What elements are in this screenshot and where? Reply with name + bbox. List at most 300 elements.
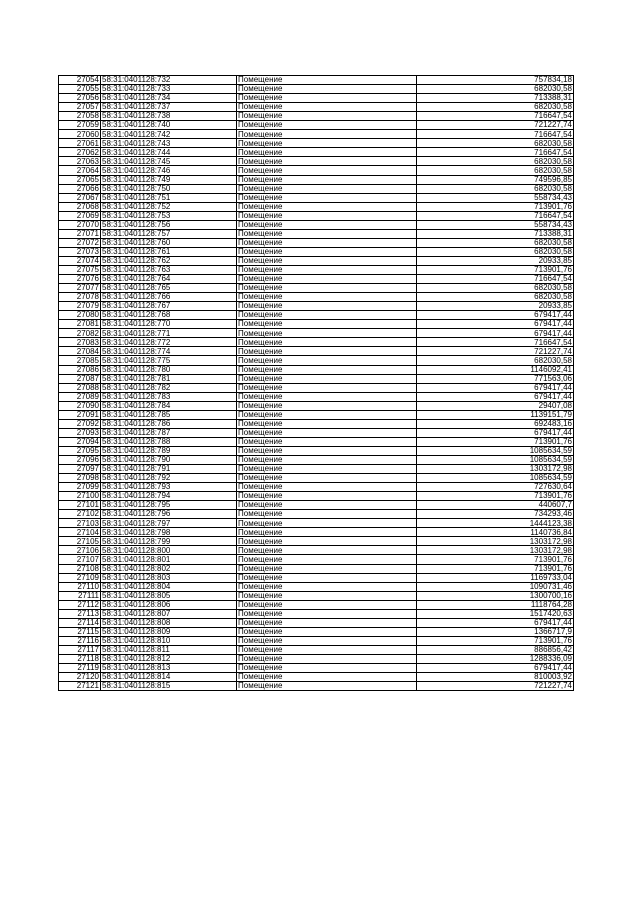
cadastral-value-cell: 1169733,04 [417, 573, 574, 582]
row-number-cell: 27096 [59, 455, 101, 464]
object-type-cell: Помещение [237, 338, 417, 347]
object-type-cell: Помещение [237, 184, 417, 193]
row-number-cell: 27072 [59, 238, 101, 247]
object-type-cell: Помещение [237, 401, 417, 410]
object-type-cell: Помещение [237, 311, 417, 320]
cadastral-number-cell: 58:31:0401128:812 [101, 655, 237, 664]
object-type-cell: Помещение [237, 673, 417, 682]
object-type-cell: Помещение [237, 555, 417, 564]
row-number-cell: 27070 [59, 220, 101, 229]
cadastral-number-cell: 58:31:0401128:761 [101, 247, 237, 256]
row-number-cell: 27095 [59, 446, 101, 455]
row-number-cell: 27103 [59, 519, 101, 528]
cadastral-value-cell: 682030,58 [417, 238, 574, 247]
row-number-cell: 27059 [59, 121, 101, 130]
table-row [59, 302, 574, 311]
row-number-cell: 27078 [59, 293, 101, 302]
object-type-cell: Помещение [237, 139, 417, 148]
cadastral-value-cell: 20933,85 [417, 256, 574, 265]
row-number-cell: 27087 [59, 374, 101, 383]
cadastral-value-cell: 679417,44 [417, 664, 574, 673]
cadastral-number-cell: 58:31:0401128:745 [101, 157, 237, 166]
object-type-cell: Помещение [237, 121, 417, 130]
cadastral-value-cell: 1085634,59 [417, 446, 574, 455]
cadastral-value-cell: 682030,58 [417, 139, 574, 148]
object-type-cell: Помещение [237, 202, 417, 211]
object-type-cell: Помещение [237, 94, 417, 103]
cadastral-number-cell: 58:31:0401128:766 [101, 293, 237, 302]
object-type-cell: Помещение [237, 492, 417, 501]
object-type-cell: Помещение [237, 664, 417, 673]
table-row [59, 238, 574, 247]
cadastral-value-cell: 713901,76 [417, 492, 574, 501]
row-number-cell: 27099 [59, 483, 101, 492]
cadastral-value-cell: 679417,44 [417, 329, 574, 338]
row-number-cell: 27115 [59, 627, 101, 636]
row-number-cell: 27118 [59, 655, 101, 664]
object-type-cell: Помещение [237, 501, 417, 510]
cadastral-value-cell: 1090731,46 [417, 582, 574, 591]
row-number-cell: 27083 [59, 338, 101, 347]
table-row [59, 130, 574, 139]
row-number-cell: 27098 [59, 474, 101, 483]
cadastral-number-cell: 58:31:0401128:796 [101, 510, 237, 519]
object-type-cell: Помещение [237, 600, 417, 609]
cadastral-value-cell: 713901,76 [417, 636, 574, 645]
cadastral-value-cell: 1303172,98 [417, 465, 574, 474]
table-row [59, 510, 574, 519]
object-type-cell: Помещение [237, 365, 417, 374]
table-row [59, 103, 574, 112]
cadastral-value-cell: 886856,42 [417, 645, 574, 654]
row-number-cell: 27064 [59, 166, 101, 175]
row-number-cell: 27081 [59, 320, 101, 329]
table-row [59, 609, 574, 618]
object-type-cell: Помещение [237, 383, 417, 392]
table-row [59, 618, 574, 627]
cadastral-value-cell: 810003,92 [417, 673, 574, 682]
row-number-cell: 27056 [59, 94, 101, 103]
cadastral-value-table [58, 75, 574, 691]
table-row [59, 582, 574, 591]
table-row [59, 645, 574, 654]
table-row [59, 401, 574, 410]
cadastral-value-cell: 757834,18 [417, 76, 574, 85]
row-number-cell: 27061 [59, 139, 101, 148]
row-number-cell: 27107 [59, 555, 101, 564]
cadastral-value-cell: 713388,31 [417, 229, 574, 238]
object-type-cell: Помещение [237, 85, 417, 94]
cadastral-value-cell: 440607,7 [417, 501, 574, 510]
cadastral-number-cell: 58:31:0401128:734 [101, 94, 237, 103]
cadastral-number-cell: 58:31:0401128:814 [101, 673, 237, 682]
cadastral-number-cell: 58:31:0401128:780 [101, 365, 237, 374]
object-type-cell: Помещение [237, 519, 417, 528]
table-body [59, 76, 574, 691]
table-row [59, 265, 574, 274]
cadastral-number-cell: 58:31:0401128:800 [101, 546, 237, 555]
cadastral-value-cell: 713388,31 [417, 94, 574, 103]
cadastral-value-cell: 679417,44 [417, 428, 574, 437]
object-type-cell: Помещение [237, 302, 417, 311]
object-type-cell: Помещение [237, 419, 417, 428]
row-number-cell: 27106 [59, 546, 101, 555]
table-row [59, 365, 574, 374]
row-number-cell: 27055 [59, 85, 101, 94]
row-number-cell: 27093 [59, 428, 101, 437]
cadastral-number-cell: 58:31:0401128:775 [101, 356, 237, 365]
row-number-cell: 27089 [59, 392, 101, 401]
table-row [59, 564, 574, 573]
object-type-cell: Помещение [237, 682, 417, 691]
object-type-cell: Помещение [237, 546, 417, 555]
object-type-cell: Помещение [237, 437, 417, 446]
cadastral-number-cell: 58:31:0401128:782 [101, 383, 237, 392]
row-number-cell: 27109 [59, 573, 101, 582]
cadastral-number-cell: 58:31:0401128:783 [101, 392, 237, 401]
cadastral-value-cell: 1146092,41 [417, 365, 574, 374]
cadastral-value-cell: 682030,58 [417, 166, 574, 175]
row-number-cell: 27114 [59, 618, 101, 627]
cadastral-number-cell: 58:31:0401128:785 [101, 410, 237, 419]
row-number-cell: 27074 [59, 256, 101, 265]
row-number-cell: 27082 [59, 329, 101, 338]
table-row [59, 501, 574, 510]
cadastral-value-cell: 1139151,79 [417, 410, 574, 419]
table-row [59, 537, 574, 546]
table-row [59, 284, 574, 293]
cadastral-value-cell: 692483,16 [417, 419, 574, 428]
cadastral-value-cell: 1303172,98 [417, 537, 574, 546]
table-row [59, 600, 574, 609]
cadastral-number-cell: 58:31:0401128:756 [101, 220, 237, 229]
object-type-cell: Помещение [237, 655, 417, 664]
cadastral-number-cell: 58:31:0401128:732 [101, 76, 237, 85]
table-row [59, 419, 574, 428]
cadastral-number-cell: 58:31:0401128:762 [101, 256, 237, 265]
row-number-cell: 27105 [59, 537, 101, 546]
cadastral-number-cell: 58:31:0401128:791 [101, 465, 237, 474]
cadastral-number-cell: 58:31:0401128:770 [101, 320, 237, 329]
cadastral-value-cell: 721227,74 [417, 121, 574, 130]
row-number-cell: 27113 [59, 609, 101, 618]
table-row [59, 184, 574, 193]
cadastral-value-cell: 721227,74 [417, 347, 574, 356]
object-type-cell: Помещение [237, 618, 417, 627]
cadastral-value-cell: 1140736,84 [417, 528, 574, 537]
cadastral-number-cell: 58:31:0401128:797 [101, 519, 237, 528]
row-number-cell: 27069 [59, 211, 101, 220]
cadastral-number-cell: 58:31:0401128:803 [101, 573, 237, 582]
cadastral-number-cell: 58:31:0401128:743 [101, 139, 237, 148]
cadastral-value-cell: 734293,46 [417, 510, 574, 519]
cadastral-number-cell: 58:31:0401128:795 [101, 501, 237, 510]
object-type-cell: Помещение [237, 609, 417, 618]
cadastral-number-cell: 58:31:0401128:746 [101, 166, 237, 175]
object-type-cell: Помещение [237, 103, 417, 112]
table-row [59, 591, 574, 600]
table-row [59, 664, 574, 673]
table-row [59, 483, 574, 492]
cadastral-number-cell: 58:31:0401128:733 [101, 85, 237, 94]
row-number-cell: 27076 [59, 275, 101, 284]
table-row [59, 356, 574, 365]
cadastral-value-cell: 749596,85 [417, 175, 574, 184]
row-number-cell: 27086 [59, 365, 101, 374]
cadastral-value-cell: 682030,58 [417, 293, 574, 302]
cadastral-value-cell: 716647,54 [417, 338, 574, 347]
cadastral-value-cell: 727630,64 [417, 483, 574, 492]
object-type-cell: Помещение [237, 356, 417, 365]
cadastral-number-cell: 58:31:0401128:784 [101, 401, 237, 410]
cadastral-number-cell: 58:31:0401128:802 [101, 564, 237, 573]
cadastral-number-cell: 58:31:0401128:744 [101, 148, 237, 157]
cadastral-value-cell: 716647,54 [417, 112, 574, 121]
cadastral-value-cell: 682030,58 [417, 356, 574, 365]
object-type-cell: Помещение [237, 157, 417, 166]
object-type-cell: Помещение [237, 636, 417, 645]
row-number-cell: 27084 [59, 347, 101, 356]
cadastral-value-cell: 679417,44 [417, 392, 574, 401]
cadastral-value-cell: 713901,76 [417, 202, 574, 211]
cadastral-number-cell: 58:31:0401128:767 [101, 302, 237, 311]
table-row [59, 229, 574, 238]
table-row [59, 682, 574, 691]
object-type-cell: Помещение [237, 211, 417, 220]
cadastral-value-cell: 716647,54 [417, 148, 574, 157]
object-type-cell: Помещение [237, 193, 417, 202]
cadastral-number-cell: 58:31:0401128:793 [101, 483, 237, 492]
row-number-cell: 27112 [59, 600, 101, 609]
table-row [59, 374, 574, 383]
cadastral-value-cell: 716647,54 [417, 275, 574, 284]
cadastral-value-cell: 1444123,38 [417, 519, 574, 528]
table-row [59, 627, 574, 636]
object-type-cell: Помещение [237, 374, 417, 383]
cadastral-value-cell: 558734,43 [417, 193, 574, 202]
object-type-cell: Помещение [237, 130, 417, 139]
cadastral-value-cell: 1085634,59 [417, 455, 574, 464]
cadastral-value-cell: 679417,44 [417, 311, 574, 320]
object-type-cell: Помещение [237, 573, 417, 582]
row-number-cell: 27090 [59, 401, 101, 410]
cadastral-number-cell: 58:31:0401128:806 [101, 600, 237, 609]
row-number-cell: 27067 [59, 193, 101, 202]
cadastral-number-cell: 58:31:0401128:804 [101, 582, 237, 591]
row-number-cell: 27054 [59, 76, 101, 85]
cadastral-number-cell: 58:31:0401128:774 [101, 347, 237, 356]
table-row [59, 76, 574, 85]
row-number-cell: 27088 [59, 383, 101, 392]
table-row [59, 446, 574, 455]
table-row [59, 528, 574, 537]
table-row [59, 555, 574, 564]
row-number-cell: 27066 [59, 184, 101, 193]
table-row [59, 247, 574, 256]
cadastral-value-cell: 682030,58 [417, 247, 574, 256]
row-number-cell: 27062 [59, 148, 101, 157]
object-type-cell: Помещение [237, 256, 417, 265]
object-type-cell: Помещение [237, 645, 417, 654]
row-number-cell: 27080 [59, 311, 101, 320]
cadastral-value-cell: 771563,06 [417, 374, 574, 383]
object-type-cell: Помещение [237, 392, 417, 401]
row-number-cell: 27104 [59, 528, 101, 537]
row-number-cell: 27120 [59, 673, 101, 682]
cadastral-number-cell: 58:31:0401128:763 [101, 265, 237, 274]
cadastral-value-cell: 713901,76 [417, 564, 574, 573]
row-number-cell: 27058 [59, 112, 101, 121]
row-number-cell: 27108 [59, 564, 101, 573]
cadastral-value-cell: 1366717,9 [417, 627, 574, 636]
table-row [59, 347, 574, 356]
cadastral-value-cell: 713901,76 [417, 437, 574, 446]
row-number-cell: 27121 [59, 682, 101, 691]
cadastral-number-cell: 58:31:0401128:794 [101, 492, 237, 501]
row-number-cell: 27102 [59, 510, 101, 519]
cadastral-number-cell: 58:31:0401128:788 [101, 437, 237, 446]
cadastral-number-cell: 58:31:0401128:742 [101, 130, 237, 139]
row-number-cell: 27094 [59, 437, 101, 446]
object-type-cell: Помещение [237, 474, 417, 483]
table-row [59, 220, 574, 229]
object-type-cell: Помещение [237, 582, 417, 591]
row-number-cell: 27060 [59, 130, 101, 139]
cadastral-number-cell: 58:31:0401128:771 [101, 329, 237, 338]
row-number-cell: 27077 [59, 284, 101, 293]
table-row [59, 166, 574, 175]
cadastral-number-cell: 58:31:0401128:813 [101, 664, 237, 673]
cadastral-value-cell: 682030,58 [417, 284, 574, 293]
table-row [59, 139, 574, 148]
cadastral-number-cell: 58:31:0401128:781 [101, 374, 237, 383]
object-type-cell: Помещение [237, 275, 417, 284]
object-type-cell: Помещение [237, 112, 417, 121]
cadastral-number-cell: 58:31:0401128:801 [101, 555, 237, 564]
cadastral-value-cell: 682030,58 [417, 103, 574, 112]
table-row [59, 455, 574, 464]
object-type-cell: Помещение [237, 483, 417, 492]
object-type-cell: Помещение [237, 175, 417, 184]
object-type-cell: Помещение [237, 247, 417, 256]
cadastral-number-cell: 58:31:0401128:757 [101, 229, 237, 238]
table-row [59, 175, 574, 184]
table-row [59, 121, 574, 130]
table-row [59, 492, 574, 501]
table-row [59, 392, 574, 401]
cadastral-number-cell: 58:31:0401128:807 [101, 609, 237, 618]
cadastral-number-cell: 58:31:0401128:740 [101, 121, 237, 130]
table-row [59, 546, 574, 555]
row-number-cell: 27065 [59, 175, 101, 184]
object-type-cell: Помещение [237, 320, 417, 329]
object-type-cell: Помещение [237, 76, 417, 85]
row-number-cell: 27092 [59, 419, 101, 428]
cadastral-number-cell: 58:31:0401128:799 [101, 537, 237, 546]
cadastral-value-cell: 716647,54 [417, 211, 574, 220]
cadastral-number-cell: 58:31:0401128:764 [101, 275, 237, 284]
table-row [59, 85, 574, 94]
row-number-cell: 27071 [59, 229, 101, 238]
object-type-cell: Помещение [237, 329, 417, 338]
table-row [59, 320, 574, 329]
cadastral-number-cell: 58:31:0401128:789 [101, 446, 237, 455]
cadastral-value-cell: 682030,58 [417, 157, 574, 166]
object-type-cell: Помещение [237, 238, 417, 247]
table-row [59, 157, 574, 166]
cadastral-number-cell: 58:31:0401128:809 [101, 627, 237, 636]
object-type-cell: Помещение [237, 528, 417, 537]
table-row [59, 148, 574, 157]
cadastral-value-cell: 1085634,59 [417, 474, 574, 483]
table-row [59, 428, 574, 437]
table-row [59, 410, 574, 419]
cadastral-number-cell: 58:31:0401128:811 [101, 645, 237, 654]
row-number-cell: 27068 [59, 202, 101, 211]
cadastral-value-cell: 679417,44 [417, 618, 574, 627]
object-type-cell: Помещение [237, 537, 417, 546]
cadastral-value-cell: 1118764,28 [417, 600, 574, 609]
cadastral-number-cell: 58:31:0401128:750 [101, 184, 237, 193]
cadastral-value-cell: 682030,58 [417, 85, 574, 94]
table-row [59, 293, 574, 302]
object-type-cell: Помещение [237, 229, 417, 238]
cadastral-number-cell: 58:31:0401128:815 [101, 682, 237, 691]
row-number-cell: 27100 [59, 492, 101, 501]
object-type-cell: Помещение [237, 410, 417, 419]
table-row [59, 94, 574, 103]
row-number-cell: 27085 [59, 356, 101, 365]
row-number-cell: 27073 [59, 247, 101, 256]
object-type-cell: Помещение [237, 293, 417, 302]
cadastral-number-cell: 58:31:0401128:753 [101, 211, 237, 220]
cadastral-number-cell: 58:31:0401128:749 [101, 175, 237, 184]
table-row [59, 465, 574, 474]
row-number-cell: 27119 [59, 664, 101, 673]
table-row [59, 383, 574, 392]
table-row [59, 474, 574, 483]
object-type-cell: Помещение [237, 627, 417, 636]
cadastral-value-cell: 29407,08 [417, 401, 574, 410]
cadastral-number-cell: 58:31:0401128:765 [101, 284, 237, 293]
row-number-cell: 27091 [59, 410, 101, 419]
cadastral-value-cell: 721227,74 [417, 682, 574, 691]
row-number-cell: 27075 [59, 265, 101, 274]
cadastral-number-cell: 58:31:0401128:737 [101, 103, 237, 112]
cadastral-number-cell: 58:31:0401128:772 [101, 338, 237, 347]
object-type-cell: Помещение [237, 465, 417, 474]
object-type-cell: Помещение [237, 347, 417, 356]
cadastral-value-cell: 1300700,16 [417, 591, 574, 600]
cadastral-number-cell: 58:31:0401128:768 [101, 311, 237, 320]
table-row [59, 112, 574, 121]
cadastral-value-cell: 679417,44 [417, 320, 574, 329]
row-number-cell: 27057 [59, 103, 101, 112]
cadastral-number-cell: 58:31:0401128:792 [101, 474, 237, 483]
cadastral-number-cell: 58:31:0401128:751 [101, 193, 237, 202]
object-type-cell: Помещение [237, 284, 417, 293]
cadastral-value-cell: 713901,76 [417, 265, 574, 274]
object-type-cell: Помещение [237, 591, 417, 600]
row-number-cell: 27117 [59, 645, 101, 654]
object-type-cell: Помещение [237, 148, 417, 157]
cadastral-value-cell: 1288336,09 [417, 655, 574, 664]
object-type-cell: Помещение [237, 220, 417, 229]
row-number-cell: 27110 [59, 582, 101, 591]
table-row [59, 202, 574, 211]
object-type-cell: Помещение [237, 166, 417, 175]
table-row [59, 673, 574, 682]
